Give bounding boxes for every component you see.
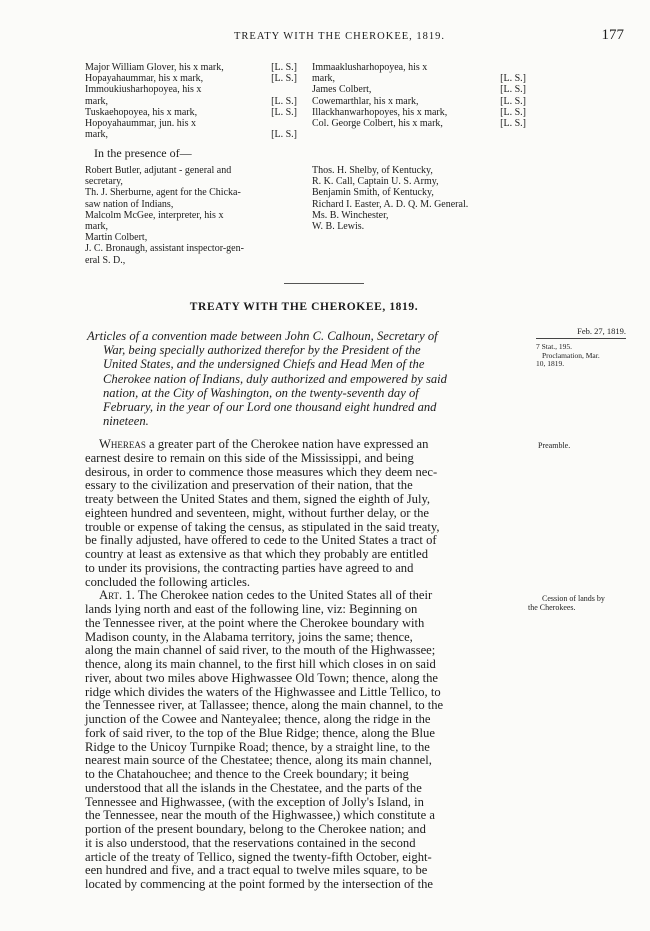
signature-line: Tuskaehopoyea, his x mark, [L. S.]: [85, 106, 297, 118]
witnesses-left-column: [85, 165, 244, 266]
section-divider: [284, 283, 364, 284]
signature-line: Major William Glover, his x mark, [L. S.]: [85, 62, 297, 73]
article1-line: een hundred and five, and a tract equal to twelve miles square, to be: [85, 863, 428, 878]
whereas-first-word: Whereas: [99, 437, 146, 451]
witness-line: W. B. Lewis.: [312, 221, 365, 233]
treaty-body: [85, 438, 527, 892]
article1-line: fork of said river, to the top of the Blue Ridge; thence, along the Blue: [85, 725, 435, 740]
article1-line: it is also understood, that the reservations contained in the second: [85, 835, 416, 850]
article1-line: the Tennessee, near the mouth of the Highwassee,) which constitute a: [85, 808, 436, 823]
signature-line: Illackhanwarhopoyes, his x mark, [L. S.]: [312, 106, 526, 118]
article1-line: river, about two miles above Highwassee Old Town; thence, along the: [85, 670, 439, 685]
signature-line: Immaaklusharhopoyea, his x: [312, 62, 428, 73]
witness-line: R. K. Call, Captain U. S. Army,: [312, 176, 439, 188]
margin-cession-note: [528, 594, 628, 612]
signatures-right-column: [312, 62, 526, 129]
article1-line: Art. 1. The Cherokee nation cedes to the United States all of their: [99, 588, 433, 603]
preamble-line: nation, at the City of Washington, on the twenty-seventh day of: [103, 385, 419, 400]
witness-line: Malcolm McGee, interpreter, his x: [85, 209, 224, 221]
signature-line: Cowemarthlar, his x mark, [L. S.]: [312, 95, 526, 107]
margin-proclamation: Proclamation, Mar.: [542, 350, 600, 360]
article1-label: Art.: [99, 588, 123, 603]
margin-preamble-note: Preamble.: [538, 441, 571, 450]
witness-line: Martin Colbert,: [85, 232, 148, 244]
signature-line: Hopoyahaummar, jun. his x: [85, 118, 196, 130]
signature-line: mark, [L. S.]: [85, 95, 297, 107]
article1-line: to the Chatahouchee; and thence to the Creek boundary; it being: [85, 767, 409, 781]
signature-line: James Colbert, [L. S.]: [312, 84, 526, 96]
whereas-line: earnest desire to remain on this side of the Mississippi, and being: [85, 450, 414, 465]
signature-line: mark, [L. S.]: [312, 73, 526, 85]
margin-date-note: [536, 326, 626, 369]
article1-line: located by commencing at the point formed by the intersection of the: [85, 877, 433, 891]
preamble-line: Cherokee nation of Indians, duly authorized and empowered by said: [103, 371, 447, 386]
whereas-line: eighteen hundred and seventeen, might, without further delay, or the: [85, 505, 430, 520]
treaty-title: TREATY WITH THE CHEROKEE, 1819.: [189, 301, 419, 313]
witness-line: Thos. H. Shelby, of Kentucky,: [312, 165, 433, 176]
article1-line: the Tennessee river, at the point where the Cherokee boundary with: [85, 615, 425, 630]
witness-line: Th. J. Sherburne, agent for the Chicka-: [85, 187, 241, 199]
presence-heading: In the presence of—: [94, 146, 192, 160]
margin-date: Feb. 27, 1819.: [536, 326, 626, 339]
witness-line: Ms. B. Winchester,: [312, 209, 389, 221]
signature-line: Immoukiusharhopoyea, his x: [85, 84, 202, 96]
whereas-line: concluded the following articles.: [85, 574, 251, 589]
running-head-title: TREATY WITH THE CHEROKEE, 1819.: [234, 31, 446, 42]
whereas-line: to under its provisions, the contracting parties have agreed to and: [85, 560, 414, 575]
witness-line: eral S. D.,: [85, 254, 126, 266]
article1-line: Ridge to the Unicoy Turnpike Road; thence, by a straight line, to the: [85, 739, 430, 754]
whereas-line: treaty between the United States and them, signed the eighth of July,: [85, 492, 431, 506]
preamble-line: United States, and the undersigned Chiefs and Head Men of the: [103, 357, 425, 372]
whereas-line: be finally adjusted, have offered to cede to the United States a tract of: [85, 533, 437, 548]
witness-line: J. C. Bronaugh, assistant inspector-gen-: [85, 243, 244, 255]
article1-line: ridge which divides the waters of the Highwassee and Little Tellico, to: [85, 684, 441, 699]
whereas-line: desirous, in order to commence those measures which they deem nec-: [85, 464, 438, 479]
witness-line: saw nation of Indians,: [85, 198, 174, 210]
article1-line: understood that all the islands in the Chestatee, and the parts of the: [85, 780, 422, 795]
page-number: 177: [601, 27, 624, 43]
witness-line: Richard I. Easter, A. D. Q. M. General.: [312, 198, 469, 210]
whereas-line: country at least as extensive as that which they probably are entitled: [85, 547, 429, 561]
witness-line: Benjamin Smith, of Kentucky,: [312, 187, 434, 199]
article1-line: portion of the present boundary, belong to the Cherokee nation; and: [85, 822, 426, 836]
article1-line: along the main channel of said river, to the mouth of the Highwassee;: [85, 643, 436, 658]
article1-line: Tennessee and Highwassee, (with the exception of Jolly's Island, in: [85, 794, 424, 809]
whereas-line: trouble or expense of taking the census, as stipulated in the said treaty,: [85, 519, 440, 534]
preamble-line: Articles of a convention made between John C. Calhoun, Secretary of: [87, 329, 438, 343]
signatures-left-column: [85, 62, 297, 140]
article1-line: article of the treaty of Tellico, signed the twenty-fifth October, eight-: [85, 849, 432, 864]
article1-line: Madison county, in the Alabama territory, joins the same; thence,: [85, 629, 413, 644]
signature-line: Hopayahaummar, his x mark, [L. S.]: [85, 73, 297, 85]
article1-line: lands lying north and east of the following line, viz: Beginning on: [85, 602, 418, 616]
margin-cession-line: Cession of lands by: [542, 594, 605, 603]
article1-line: the Tennessee river, at Tallassee; thence, along the main channel, to the: [85, 698, 444, 713]
articles-preamble: [87, 329, 527, 428]
signature-line: Col. George Colbert, his x mark, [L. S.]: [312, 118, 526, 130]
margin-stat: 7 Stat., 195.: [536, 342, 573, 351]
article1-line: junction of the Cowee and Nanteyalee; thence, along the ridge in the: [85, 712, 431, 726]
witness-line: mark,: [85, 221, 109, 233]
witness-line: Robert Butler, adjutant - general and: [85, 165, 232, 176]
margin-proclamation-date: 10, 1819.: [536, 359, 565, 368]
signature-line: mark, [L. S.]: [85, 129, 297, 141]
article1-line: thence, along its main channel, to the first hill which closes in on said: [85, 657, 436, 671]
article1-line: nearest main source of the Chestatee; thence, along its main channel,: [85, 753, 432, 768]
witnesses-right-column: [312, 165, 468, 232]
preamble-line: War, being specially authorized therefor by the President of the: [103, 343, 421, 358]
whereas-line: Whereas a greater part of the Cherokee nation have expressed an: [99, 437, 429, 451]
preamble-line: February, in the year of our Lord one thousand eight hundred and: [103, 400, 437, 415]
witness-line: secretary,: [85, 176, 123, 188]
preamble-line: nineteen.: [103, 414, 149, 429]
whereas-line: essary to the civilization and preservation of their nation, that the: [85, 478, 413, 493]
margin-cession-line: the Cherokees.: [528, 603, 576, 612]
